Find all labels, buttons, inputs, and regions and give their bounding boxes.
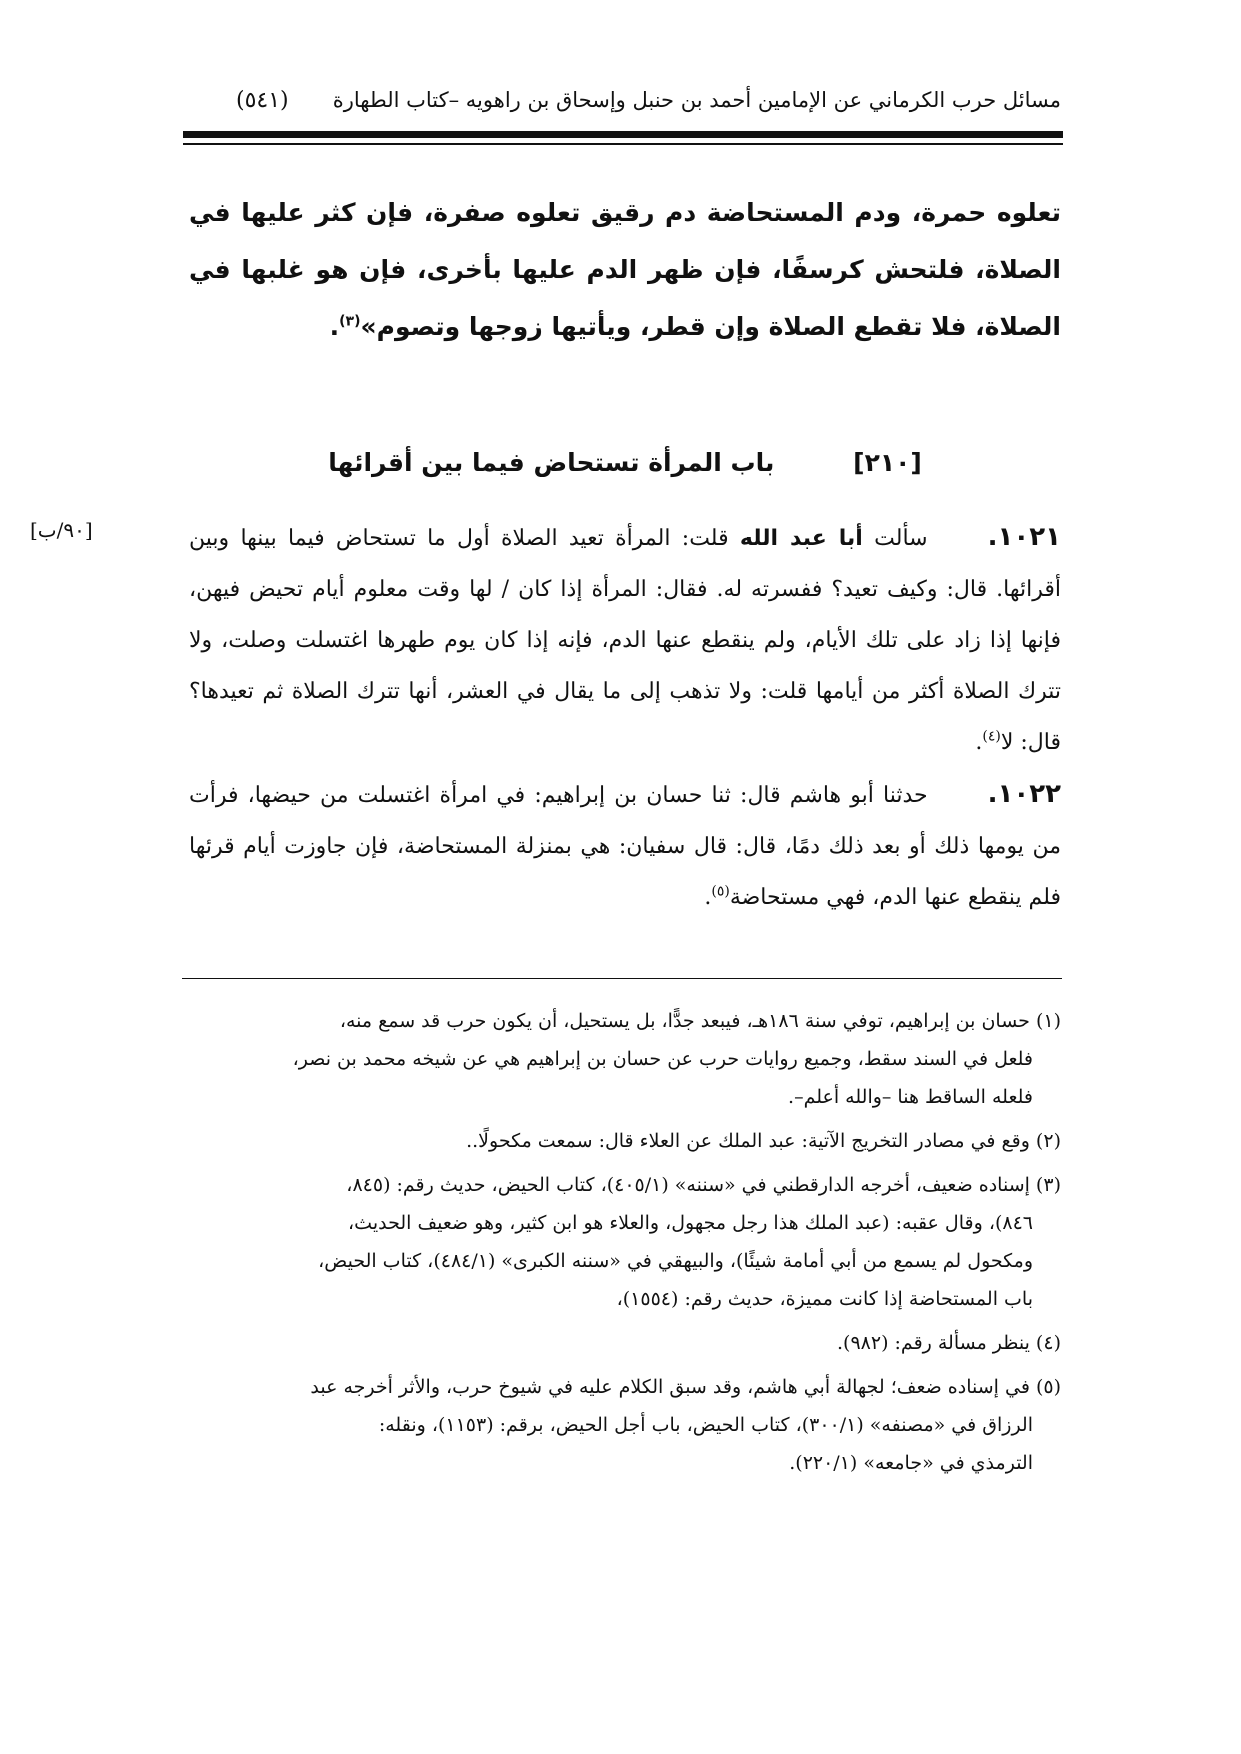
chapter-heading: [189, 448, 1061, 477]
chapter-title: باب المرأة تستحاض فيما بين أقرائها: [328, 448, 775, 477]
entry-text: قلت: المرأة تعيد الصلاة أول ما تستحاض فيما بينها وبين أقرائها. قال: وكيف تعيد؟ ففسرته له. فقال: المرأة إذا كان / لها وقت معلوم أيام تحيض فيهن، فإنها إذا زاد على تلك الأيام، ولم ينقطع عنها الدم، فإنه إذا كان يوم طهرها اغتسلت وصلت، ولا تترك الصلاة أكثر من أيامها قلت: ولا تذهب إلى ما يقال في العشر، أنها تترك الصلاة ثم تعيدها؟ قال: لا: [189, 526, 1061, 755]
footnote-line: ٨٤٦)، وقال عقبه: (عبد الملك هذا رجل مجهول، والعلاء هو ابن كثير، وهو ضعيف الحديث،: [348, 1212, 1033, 1234]
footnote-ref-5[interactable]: (٥): [711, 883, 730, 900]
entry-tail: .: [975, 730, 983, 755]
entry-tail: .: [704, 885, 712, 910]
manuscript-folio-ref: [٩٠/ب]: [30, 518, 93, 542]
page-number: (٥٤١): [236, 88, 289, 113]
footnote-line: فلعله الساقط هنا –والله أعلم–.: [788, 1086, 1033, 1108]
lead-tail: .: [329, 312, 340, 341]
footnote-5: [189, 1368, 1061, 1482]
footnote-4: [189, 1324, 1061, 1362]
entry-strong-name: أبا عبد الله: [739, 526, 863, 551]
footnote-separator: [182, 978, 1062, 979]
footnote-ref-3[interactable]: (٣): [339, 313, 361, 330]
entry-number: ١٠٢٢.: [987, 779, 1061, 809]
footnote-line: (١) حسان بن إبراهيم، توفي سنة ١٨٦هـ، فيبعد جدًّا، بل يستحيل، أن يكون حرب قد سمع منه،: [339, 1010, 1061, 1032]
footnote-2: [189, 1122, 1061, 1160]
footnote-line: باب المستحاضة إذا كانت مميزة، حديث رقم: (١٥٥٤)،: [616, 1288, 1033, 1310]
entry-number: ١٠٢١.: [987, 522, 1061, 552]
footnote-3: [189, 1166, 1061, 1318]
header-rule-thick: [183, 131, 1063, 138]
footnote-line: (٢) وقع في مصادر التخريج الآتية: عبد الملك عن العلاء قال: سمعت مكحولًا..: [466, 1130, 1061, 1152]
entry-before: سألت: [874, 526, 928, 551]
footnote-1: [189, 1002, 1061, 1116]
running-header-title: مسائل حرب الكرماني عن الإمامين أحمد بن حنبل وإسحاق بن راهويه –كتاب الطهارة: [332, 88, 1061, 112]
footnote-ref-4[interactable]: (٤): [982, 728, 1001, 745]
continued-hadith-text: [189, 184, 1061, 355]
lead-text: تعلوه حمرة، ودم المستحاضة دم رقيق تعلوه صفرة، فإن كثر عليها في الصلاة، فلتحش كرسفًا، فإن ظهر الدم عليها بأخرى، فإن هو غلبها في الصلاة، فلا تقطع الصلاة وإن قطر، ويأتيها زوجها وتصوم»: [189, 198, 1061, 341]
entry-text: حدثنا أبو هاشم قال: ثنا حسان بن إبراهيم: في امرأة اغتسلت من حيضها، فرأت من يومها ذلك أو بعد ذلك دمًا، قال: قال سفيان: هي بمنزلة المستحاضة، فإن جاوزت أيام قرئها فلم ينقطع عنها الدم، فهي مستحاضة: [189, 783, 1061, 910]
footnote-line: (٤) ينظر مسألة رقم: (٩٨٢).: [837, 1332, 1061, 1354]
footnote-line: الترمذي في «جامعه» (٢٢٠/١).: [789, 1452, 1033, 1474]
footnotes: [189, 1002, 1061, 1488]
entry-1021: [189, 512, 1061, 768]
header-rule-thin: [183, 143, 1063, 145]
footnote-line: (٥) في إسناده ضعف؛ لجهالة أبي هاشم، وقد سبق الكلام عليه في شيوخ حرب، والأثر أخرجه عبد: [310, 1376, 1061, 1398]
footnote-line: ومكحول لم يسمع من أبي أمامة شيئًا)، والبيهقي في «سننه الكبرى» (٤٨٤/١)، كتاب الحيض،: [318, 1250, 1033, 1272]
footnote-line: الرزاق في «مصنفه» (٣٠٠/١)، كتاب الحيض، باب أجل الحيض، برقم: (١١٥٣)، ونقله:: [378, 1414, 1033, 1436]
entry-1022: [189, 769, 1061, 923]
footnote-line: فلعل في السند سقط، وجميع روايات حرب عن حسان بن إبراهيم هي عن شيخه محمد بن نصر،: [292, 1048, 1033, 1070]
chapter-number: [٢١٠]: [853, 448, 922, 477]
footnote-line: (٣) إسناده ضعيف، أخرجه الدارقطني في «سننه» (٤٠٥/١)، كتاب الحيض، حديث رقم: (٨٤٥،: [346, 1174, 1061, 1196]
